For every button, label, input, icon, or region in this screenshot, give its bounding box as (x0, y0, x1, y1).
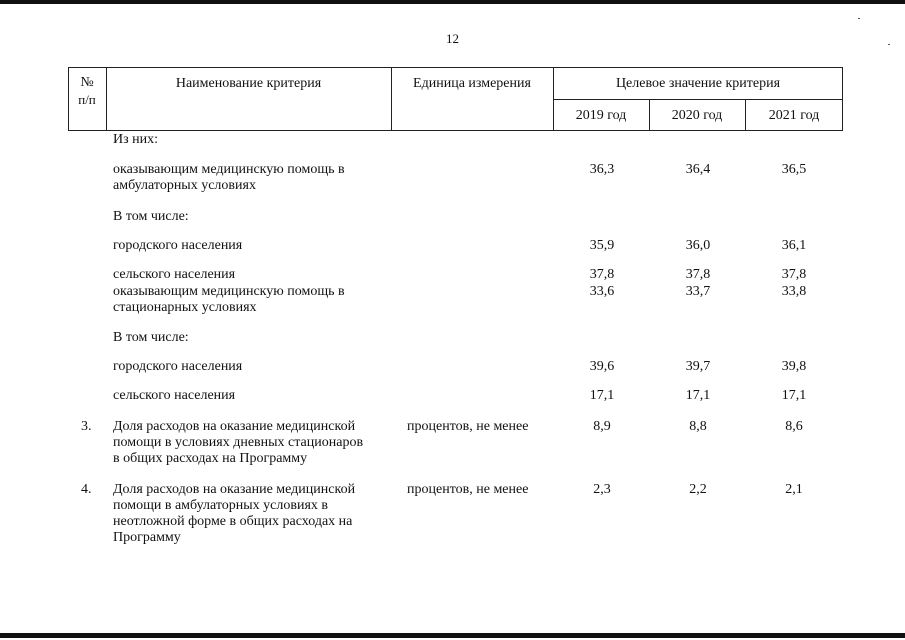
row-label: Доля расходов на оказание медицинской (113, 482, 356, 497)
value-2020: 17,1 (685, 388, 711, 403)
row-label: Программу (113, 530, 181, 545)
scan-speck (858, 18, 860, 19)
row-unit: процентов, не менее (407, 419, 529, 434)
value-2020: 8,8 (689, 419, 707, 434)
value-2020: 2,2 (689, 482, 707, 497)
row-label: Доля расходов на оказание медицинской (113, 419, 356, 434)
value-2019: 2,3 (593, 482, 611, 497)
value-2019: 8,9 (593, 419, 611, 434)
row-label: В том числе: (113, 330, 189, 345)
top-border (0, 0, 905, 4)
value-2019: 17,1 (589, 388, 615, 403)
header-no: № (80, 75, 94, 90)
header-no-sub: п/п (78, 92, 96, 107)
value-2020: 33,7 (685, 284, 711, 299)
value-2019: 35,9 (589, 238, 615, 253)
header-year-2020: 2020 год (671, 108, 723, 123)
row-number: 3. (81, 419, 92, 434)
header-year-2021: 2021 год (768, 108, 820, 123)
header-year-2019: 2019 год (575, 108, 627, 123)
value-2020: 37,8 (685, 267, 711, 282)
row-label: в общих расходах на Программу (113, 451, 308, 466)
row-label: Из них: (113, 132, 159, 147)
row-label: стационарных условиях (113, 300, 257, 315)
value-2019: 33,6 (589, 284, 615, 299)
value-2021: 2,1 (785, 482, 803, 497)
value-2020: 39,7 (685, 359, 711, 374)
row-label: оказывающим медицинскую помощь в (113, 284, 345, 299)
row-label: помощи в амбулаторных условиях в (113, 498, 329, 513)
value-2021: 39,8 (781, 359, 807, 374)
row-label: городского населения (113, 359, 243, 374)
page-number: 12 (446, 31, 459, 46)
row-label: В том числе: (113, 209, 189, 224)
value-2021: 36,1 (781, 238, 807, 253)
value-2020: 36,4 (685, 162, 711, 177)
value-2019: 36,3 (589, 162, 615, 177)
value-2021: 37,8 (781, 267, 807, 282)
row-label: городского населения (113, 238, 243, 253)
header-criterion-name: Наименование критерия (175, 76, 322, 91)
value-2021: 36,5 (781, 162, 807, 177)
bottom-border (0, 633, 905, 638)
row-label: помощи в условиях дневных стационаров (113, 435, 364, 450)
row-label: оказывающим медицинскую помощь в (113, 162, 345, 177)
row-label: амбулаторных условиях (113, 178, 256, 193)
header-target-value: Целевое значение критерия (615, 76, 781, 91)
value-2021: 17,1 (781, 388, 807, 403)
value-2021: 33,8 (781, 284, 807, 299)
row-label: неотложной форме в общих расходах на (113, 514, 353, 529)
row-number: 4. (81, 482, 92, 497)
header-unit: Единица измерения (413, 76, 531, 91)
scan-speck (888, 44, 890, 45)
value-2019: 37,8 (589, 267, 615, 282)
row-label: сельского населения (113, 388, 236, 403)
header-divider (553, 99, 843, 100)
row-unit: процентов, не менее (407, 482, 529, 497)
value-2020: 36,0 (685, 238, 711, 253)
value-2019: 39,6 (589, 359, 615, 374)
value-2021: 8,6 (785, 419, 803, 434)
row-label: сельского населения (113, 267, 236, 282)
